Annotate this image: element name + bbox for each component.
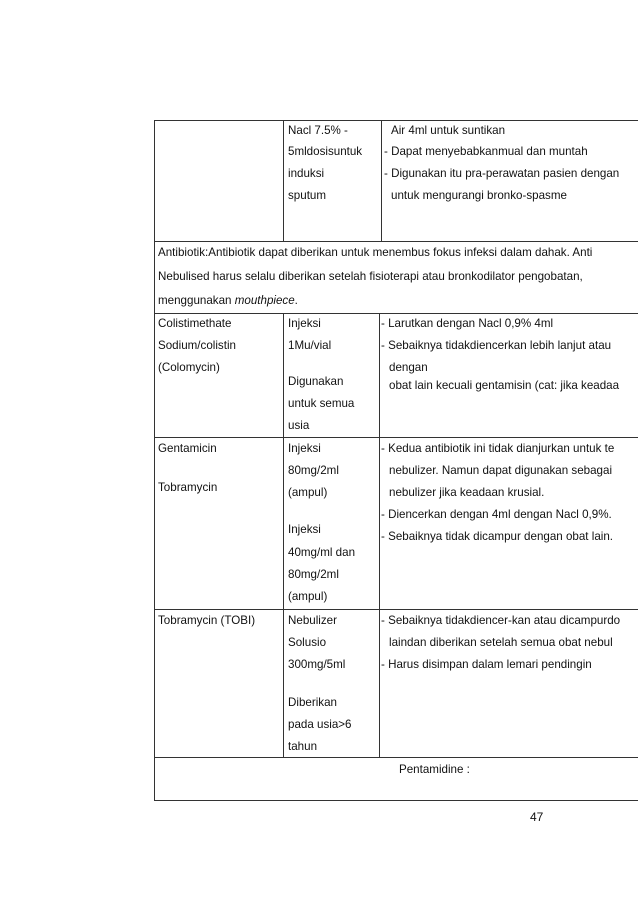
- dose-text: Injeksi: [288, 317, 321, 330]
- dose-text: untuk semua: [288, 397, 355, 410]
- section-text: Antibiotik:Antibiotik dapat diberikan untuk menembus fokus infeksi dalam dahak. Anti: [158, 246, 593, 259]
- note-text: nebulizer. Namun dapat digunakan sebagai: [389, 464, 613, 477]
- dose-text: Injeksi: [288, 523, 321, 536]
- page-number: 47: [530, 810, 544, 824]
- mouthpiece-term: mouthpiece: [234, 294, 295, 307]
- note-text: - Larutkan dengan Nacl 0,9% 4ml: [381, 317, 554, 330]
- dose-text: Diberikan: [288, 696, 337, 709]
- drug-name: Gentamicin: [158, 442, 217, 455]
- note-text: dengan: [389, 361, 428, 374]
- section-text: [158, 294, 298, 307]
- note-text: - Kedua antibiotik ini tidak dianjurkan untuk te: [381, 442, 615, 455]
- note-text: untuk mengurangi bronko-spasme: [391, 189, 567, 202]
- table-border-left: [154, 120, 155, 801]
- column-divider: [283, 120, 284, 241]
- table-border: [154, 313, 638, 314]
- table-border: [154, 437, 638, 438]
- table-border: [154, 609, 638, 610]
- drug-name: Colistimethate: [158, 317, 232, 330]
- note-text: Air 4ml untuk suntikan: [391, 124, 506, 137]
- drug-name: Tobramycin: [158, 481, 218, 494]
- dose-text: sputum: [288, 189, 327, 202]
- section-text-suffix: .: [294, 294, 298, 307]
- table-border: [154, 241, 638, 242]
- note-text: - Sebaiknya tidakdiencer-kan atau dicampurdo: [381, 614, 621, 627]
- dose-text: (ampul): [288, 486, 328, 499]
- dose-text: 300mg/5ml: [288, 658, 346, 671]
- column-divider: [283, 313, 284, 757]
- dose-text: 80mg/2ml: [288, 568, 339, 581]
- section-text-prefix: menggunakan: [158, 294, 235, 307]
- note-text: - Diencerkan dengan 4ml dengan Nacl 0,9%.: [381, 508, 612, 521]
- column-divider: [379, 313, 380, 757]
- dose-text: Solusio: [288, 636, 327, 649]
- dose-text: Injeksi: [288, 442, 321, 455]
- note-text: - Harus disimpan dalam lemari pendingin: [381, 658, 592, 671]
- note-text: - Dapat menyebabkanmual dan muntah: [384, 145, 588, 158]
- pentamidine-heading: Pentamidine :: [399, 763, 470, 776]
- note-text: laindan diberikan setelah semua obat nebul: [389, 636, 613, 649]
- dose-text: Nebulizer: [288, 614, 337, 627]
- dose-text: induksi: [288, 167, 325, 180]
- note-text: - Digunakan itu pra-perawatan pasien dengan: [384, 167, 620, 180]
- dose-text: 1Mu/vial: [288, 339, 332, 352]
- drug-name: Sodium/colistin: [158, 339, 236, 352]
- dose-text: 80mg/2ml: [288, 464, 339, 477]
- dose-text: (ampul): [288, 590, 328, 603]
- dose-text: Nacl 7.5% -: [288, 124, 348, 137]
- table-border: [154, 757, 638, 758]
- dose-text: Digunakan: [288, 375, 344, 388]
- note-text: nebulizer jika keadaan krusial.: [389, 486, 545, 499]
- dose-text: 5mldosisuntuk: [288, 145, 363, 158]
- section-text: Nebulised harus selalu diberikan setelah fisioterapi atau bronkodilator pengobatan,: [158, 270, 583, 283]
- column-divider: [381, 120, 382, 241]
- dose-text: 40mg/ml dan: [288, 546, 356, 559]
- note-text: - Sebaiknya tidakdiencerkan lebih lanjut atau: [381, 339, 612, 352]
- table-border-top: [154, 120, 638, 121]
- note-text: obat lain kecuali gentamisin (cat: jika keadaa: [389, 379, 620, 392]
- drug-name: (Colomycin): [158, 361, 220, 374]
- table-border-bottom: [154, 800, 638, 801]
- dose-text: tahun: [288, 740, 318, 753]
- note-text: - Sebaiknya tidak dicampur dengan obat lain.: [381, 530, 614, 543]
- dose-text: pada usia>6: [288, 718, 352, 731]
- dose-text: usia: [288, 419, 310, 432]
- drug-name: Tobramycin (TOBI): [158, 614, 256, 627]
